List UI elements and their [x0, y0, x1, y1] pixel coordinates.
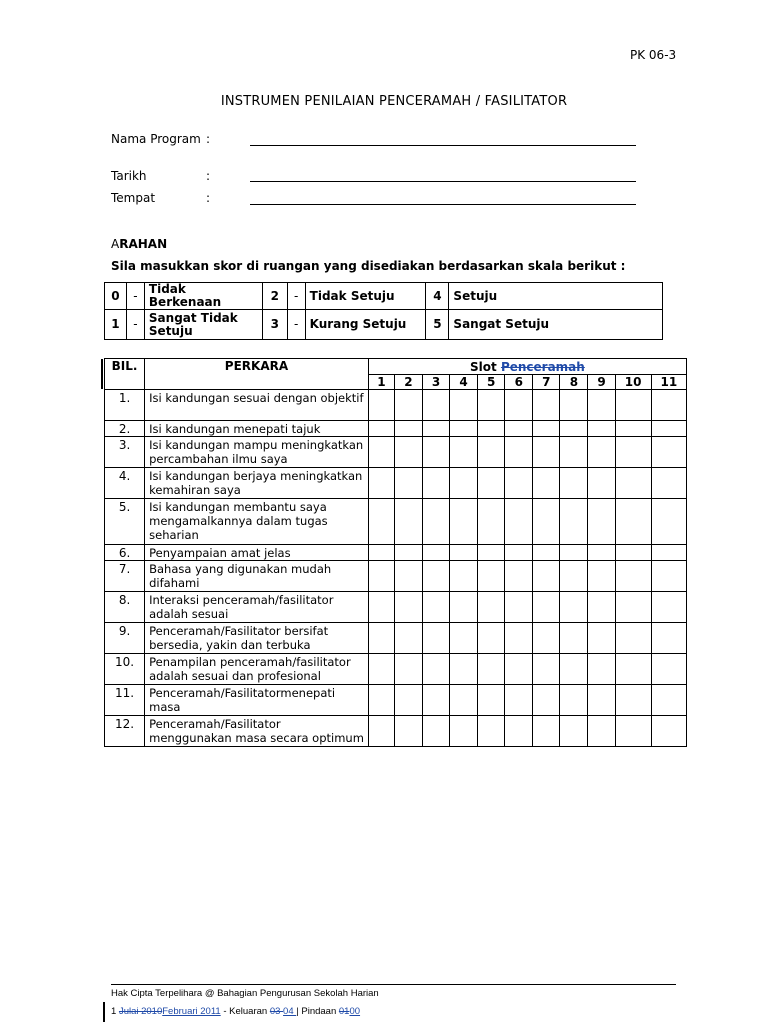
- slot-number: 9: [588, 375, 615, 390]
- score-cell[interactable]: [422, 654, 449, 685]
- scale-dash: -: [287, 310, 305, 340]
- field-colon: :: [206, 132, 211, 146]
- item-text: Penceramah/Fasilitator menggunakan masa secara optimum: [145, 716, 369, 747]
- scale-label: Sangat Setuju: [449, 310, 663, 340]
- item-number: 5.: [105, 499, 145, 545]
- scale-number: 2: [262, 283, 287, 310]
- score-cell[interactable]: [478, 499, 505, 545]
- score-cell[interactable]: [422, 545, 449, 561]
- score-cell[interactable]: [505, 390, 533, 421]
- scale-number: 0: [105, 283, 127, 310]
- field-colon: :: [206, 169, 211, 183]
- score-cell[interactable]: [651, 654, 686, 685]
- score-cell[interactable]: [368, 390, 394, 421]
- score-cell[interactable]: [422, 499, 449, 545]
- score-cell[interactable]: [588, 468, 615, 499]
- footer-divider: [111, 984, 676, 985]
- score-cell[interactable]: [394, 685, 422, 716]
- score-cell[interactable]: [394, 421, 422, 437]
- field-label-program: Nama Program: [111, 132, 201, 146]
- score-cell[interactable]: [394, 437, 422, 468]
- score-cell[interactable]: [651, 623, 686, 654]
- score-cell[interactable]: [505, 592, 533, 623]
- table-row: [105, 421, 687, 437]
- score-cell[interactable]: [368, 437, 394, 468]
- scale-dash: -: [126, 283, 144, 310]
- score-cell[interactable]: [450, 437, 478, 468]
- score-cell[interactable]: [450, 685, 478, 716]
- score-cell[interactable]: [505, 654, 533, 685]
- score-cell[interactable]: [588, 437, 615, 468]
- score-cell[interactable]: [615, 654, 651, 685]
- score-cell[interactable]: [394, 390, 422, 421]
- field-label-date: Tarikh: [111, 169, 147, 183]
- score-cell[interactable]: [588, 499, 615, 545]
- score-cell[interactable]: [651, 421, 686, 437]
- score-cell[interactable]: [533, 390, 560, 421]
- score-cell[interactable]: [560, 437, 588, 468]
- revision-bar: [101, 359, 103, 389]
- program-name-line[interactable]: [250, 145, 636, 146]
- score-cell[interactable]: [560, 716, 588, 747]
- score-cell[interactable]: [560, 685, 588, 716]
- score-cell[interactable]: [505, 685, 533, 716]
- table-row: [105, 716, 687, 747]
- score-cell[interactable]: [478, 437, 505, 468]
- score-cell[interactable]: [450, 654, 478, 685]
- score-cell[interactable]: [560, 561, 588, 592]
- table-row: [105, 623, 687, 654]
- score-cell[interactable]: [588, 545, 615, 561]
- score-cell[interactable]: [368, 685, 394, 716]
- score-cell[interactable]: [533, 716, 560, 747]
- scale-number: 3: [262, 310, 287, 340]
- score-cell[interactable]: [533, 561, 560, 592]
- instruction-text: Sila masukkan skor di ruangan yang disediakan berdasarkan skala berikut :: [111, 259, 626, 273]
- item-number: 8.: [105, 592, 145, 623]
- evaluation-table: [104, 358, 687, 747]
- item-number: 10.: [105, 654, 145, 685]
- slot-number: 7: [533, 375, 560, 390]
- slot-number: 10: [615, 375, 651, 390]
- score-cell[interactable]: [505, 716, 533, 747]
- score-cell[interactable]: [651, 468, 686, 499]
- score-cell[interactable]: [450, 545, 478, 561]
- score-cell[interactable]: [450, 716, 478, 747]
- scale-row: [105, 283, 663, 310]
- item-text: Interaksi penceramah/fasilitator adalah sesuai: [145, 592, 369, 623]
- score-cell[interactable]: [394, 561, 422, 592]
- item-text: Penampilan penceramah/fasilitator adalah sesuai dan profesional: [145, 654, 369, 685]
- score-cell[interactable]: [560, 499, 588, 545]
- score-cell[interactable]: [394, 623, 422, 654]
- item-text: Isi kandungan mampu meningkatkan percambahan ilmu saya: [145, 437, 369, 468]
- footer-copyright: Hak Cipta Terpelihara @ Bahagian Pengurusan Sekolah Harian: [111, 988, 379, 999]
- score-cell[interactable]: [560, 545, 588, 561]
- scale-label: Tidak Setuju: [305, 283, 426, 310]
- score-cell[interactable]: [450, 623, 478, 654]
- score-cell[interactable]: [394, 654, 422, 685]
- scale-label: Tidak Berkenaan: [144, 283, 262, 310]
- slot-number: 8: [560, 375, 588, 390]
- score-cell[interactable]: [394, 499, 422, 545]
- score-cell[interactable]: [478, 716, 505, 747]
- score-cell[interactable]: [478, 654, 505, 685]
- score-cell[interactable]: [533, 623, 560, 654]
- item-number: 4.: [105, 468, 145, 499]
- score-cell[interactable]: [615, 592, 651, 623]
- score-cell[interactable]: [505, 437, 533, 468]
- score-cell[interactable]: [478, 685, 505, 716]
- score-cell[interactable]: [422, 685, 449, 716]
- item-text: Isi kandungan sesuai dengan objektif: [145, 390, 369, 421]
- score-cell[interactable]: [615, 623, 651, 654]
- score-cell[interactable]: [533, 421, 560, 437]
- score-cell[interactable]: [615, 561, 651, 592]
- slot-header: Slot Penceramah: [368, 359, 686, 375]
- item-text: Isi kandungan membantu saya mengamalkannya dalam tugas seharian: [145, 499, 369, 545]
- score-cell[interactable]: [560, 390, 588, 421]
- score-cell[interactable]: [368, 623, 394, 654]
- score-cell[interactable]: [505, 421, 533, 437]
- score-cell[interactable]: [505, 561, 533, 592]
- score-cell[interactable]: [422, 421, 449, 437]
- score-cell[interactable]: [505, 499, 533, 545]
- scale-number: 4: [426, 283, 449, 310]
- score-cell[interactable]: [505, 468, 533, 499]
- score-cell[interactable]: [422, 623, 449, 654]
- scale-table: [104, 282, 663, 340]
- slot-number: 1: [368, 375, 394, 390]
- table-row: [105, 685, 687, 716]
- field-colon: :: [206, 191, 211, 205]
- score-cell[interactable]: [368, 561, 394, 592]
- document-code: PK 06-3: [630, 48, 677, 62]
- score-cell[interactable]: [651, 592, 686, 623]
- score-cell[interactable]: [478, 468, 505, 499]
- score-cell[interactable]: [478, 421, 505, 437]
- scale-row: [105, 310, 663, 340]
- item-number: 12.: [105, 716, 145, 747]
- perkara-header: PERKARA: [145, 359, 369, 390]
- item-text: Penyampaian amat jelas: [145, 545, 369, 561]
- slot-number: 11: [651, 375, 686, 390]
- score-cell[interactable]: [368, 468, 394, 499]
- table-row: [105, 390, 687, 421]
- score-cell[interactable]: [560, 592, 588, 623]
- score-cell[interactable]: [478, 390, 505, 421]
- scale-label: Kurang Setuju: [305, 310, 426, 340]
- item-number: 2.: [105, 421, 145, 437]
- score-cell[interactable]: [478, 592, 505, 623]
- score-cell[interactable]: [560, 468, 588, 499]
- score-cell[interactable]: [533, 437, 560, 468]
- field-label-place: Tempat: [111, 191, 156, 205]
- slot-number: 5: [478, 375, 505, 390]
- score-cell[interactable]: [533, 685, 560, 716]
- scale-label: Sangat Tidak Setuju: [144, 310, 262, 340]
- scale-number: 1: [105, 310, 127, 340]
- score-cell[interactable]: [651, 716, 686, 747]
- item-number: 9.: [105, 623, 145, 654]
- score-cell[interactable]: [394, 545, 422, 561]
- score-cell[interactable]: [588, 390, 615, 421]
- score-cell[interactable]: [422, 716, 449, 747]
- item-number: 1.: [105, 390, 145, 421]
- score-cell[interactable]: [450, 592, 478, 623]
- arahan-heading: ARAHAN: [111, 237, 168, 251]
- table-row: [105, 561, 687, 592]
- score-cell[interactable]: [588, 592, 615, 623]
- item-number: 11.: [105, 685, 145, 716]
- slot-number: 4: [450, 375, 478, 390]
- score-cell[interactable]: [368, 499, 394, 545]
- score-cell[interactable]: [368, 545, 394, 561]
- place-line[interactable]: [250, 204, 636, 205]
- score-cell[interactable]: [588, 716, 615, 747]
- score-cell[interactable]: [394, 716, 422, 747]
- slot-number: 6: [505, 375, 533, 390]
- score-cell[interactable]: [615, 716, 651, 747]
- table-row: [105, 654, 687, 685]
- score-cell[interactable]: [651, 561, 686, 592]
- score-cell[interactable]: [615, 390, 651, 421]
- score-cell[interactable]: [450, 499, 478, 545]
- score-cell[interactable]: [394, 468, 422, 499]
- score-cell[interactable]: [533, 654, 560, 685]
- item-text: Isi kandungan menepati tajuk: [145, 421, 369, 437]
- item-text: Penceramah/Fasilitator bersifat bersedia, yakin dan terbuka: [145, 623, 369, 654]
- score-cell[interactable]: [450, 421, 478, 437]
- score-cell[interactable]: [505, 545, 533, 561]
- table-row: [105, 592, 687, 623]
- score-cell[interactable]: [422, 437, 449, 468]
- table-row: [105, 545, 687, 561]
- score-cell[interactable]: [588, 421, 615, 437]
- item-number: 6.: [105, 545, 145, 561]
- item-number: 3.: [105, 437, 145, 468]
- score-cell[interactable]: [651, 499, 686, 545]
- date-line[interactable]: [250, 181, 636, 182]
- slot-number: 2: [394, 375, 422, 390]
- table-row: [105, 437, 687, 468]
- score-cell[interactable]: [615, 468, 651, 499]
- slot-number: 3: [422, 375, 449, 390]
- score-cell[interactable]: [651, 390, 686, 421]
- item-text: Penceramah/Fasilitatormenepati masa: [145, 685, 369, 716]
- score-cell[interactable]: [615, 437, 651, 468]
- revision-bar: [103, 1002, 105, 1022]
- score-cell[interactable]: [422, 561, 449, 592]
- score-cell[interactable]: [478, 545, 505, 561]
- score-cell[interactable]: [422, 468, 449, 499]
- score-cell[interactable]: [588, 561, 615, 592]
- score-cell[interactable]: [368, 421, 394, 437]
- score-cell[interactable]: [560, 623, 588, 654]
- slot-struck-text: Penceramah: [500, 359, 585, 374]
- item-text: Isi kandungan berjaya meningkatkan kemahiran saya: [145, 468, 369, 499]
- score-cell[interactable]: [560, 421, 588, 437]
- score-cell[interactable]: [560, 654, 588, 685]
- bil-header: BIL.: [105, 359, 145, 390]
- score-cell[interactable]: [588, 685, 615, 716]
- table-row: [105, 468, 687, 499]
- score-cell[interactable]: [450, 468, 478, 499]
- score-cell[interactable]: [422, 592, 449, 623]
- score-cell[interactable]: [588, 623, 615, 654]
- header-row: [105, 359, 687, 375]
- score-cell[interactable]: [368, 654, 394, 685]
- footer-revision-info: 1 Julai 2010Februari 2011 - Keluaran 03 04 | Pindaan 0100: [111, 1006, 361, 1017]
- score-cell[interactable]: [533, 468, 560, 499]
- score-cell[interactable]: [368, 716, 394, 747]
- score-cell[interactable]: [615, 499, 651, 545]
- score-cell[interactable]: [615, 685, 651, 716]
- score-cell[interactable]: [651, 545, 686, 561]
- table-row: [105, 499, 687, 545]
- score-cell[interactable]: [588, 654, 615, 685]
- score-cell[interactable]: [368, 592, 394, 623]
- scale-dash: -: [287, 283, 305, 310]
- score-cell[interactable]: [615, 545, 651, 561]
- score-cell[interactable]: [651, 685, 686, 716]
- item-text: Bahasa yang digunakan mudah difahami: [145, 561, 369, 592]
- item-number: 7.: [105, 561, 145, 592]
- scale-number: 5: [426, 310, 449, 340]
- scale-label: Setuju: [449, 283, 663, 310]
- score-cell[interactable]: [478, 561, 505, 592]
- score-cell[interactable]: [533, 499, 560, 545]
- score-cell[interactable]: [478, 623, 505, 654]
- score-cell[interactable]: [651, 437, 686, 468]
- score-cell[interactable]: [450, 561, 478, 592]
- score-cell[interactable]: [615, 421, 651, 437]
- score-cell[interactable]: [533, 592, 560, 623]
- score-cell[interactable]: [533, 545, 560, 561]
- score-cell[interactable]: [450, 390, 478, 421]
- document-title: INSTRUMEN PENILAIAN PENCERAMAH / FASILITATOR: [220, 94, 568, 109]
- score-cell[interactable]: [394, 592, 422, 623]
- scale-dash: -: [126, 310, 144, 340]
- score-cell[interactable]: [505, 623, 533, 654]
- score-cell[interactable]: [422, 390, 449, 421]
